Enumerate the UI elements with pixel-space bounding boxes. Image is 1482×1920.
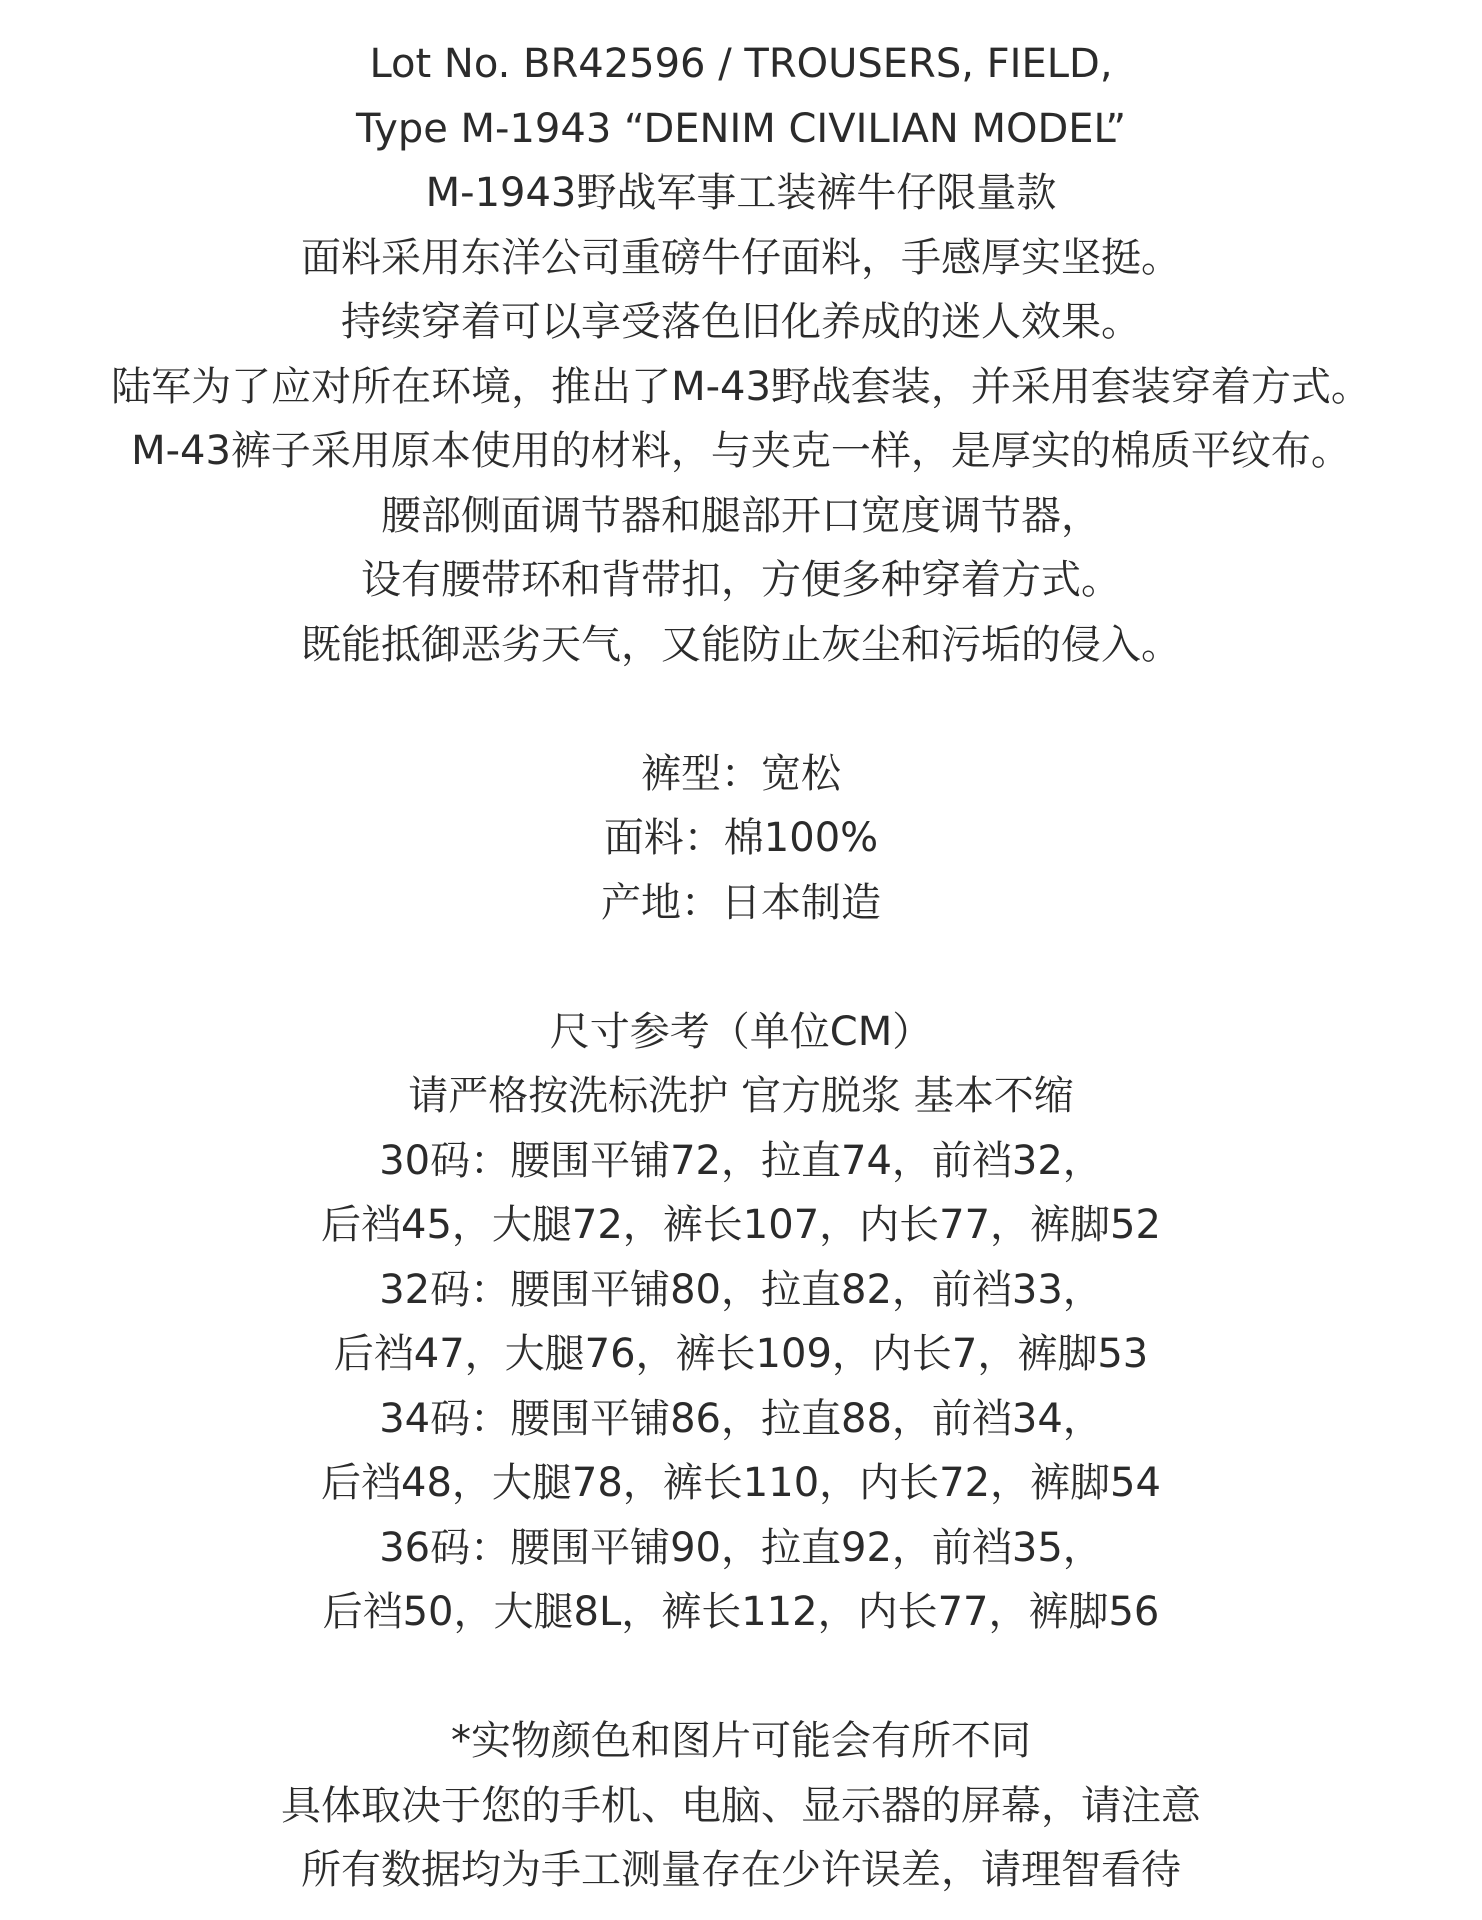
section-spacer: [0, 935, 1482, 1000]
product-title-line: M-1943野战军事工装裤牛仔限量款: [425, 170, 1057, 216]
care-instruction-line: 请严格按洗标洗护 官方脱浆 基本不缩: [408, 1073, 1074, 1119]
intro-text-line: 既能抵御恶劣天气，又能防止灰尘和污垢的侵入。: [301, 621, 1181, 668]
intro-text-line: 腰部侧面调节器和腿部开口宽度调节器，: [381, 492, 1101, 539]
size-chart-heading: 尺寸参考（单位CM）: [549, 1008, 933, 1055]
intro-text-line: 陆军为了应对所在环境，推出了M-43野战套装，并采用套装穿着方式。: [111, 363, 1371, 410]
size-chart-section: [0, 1000, 1482, 1645]
fit-spec-line: 裤型：宽松: [641, 750, 841, 797]
model-type-line: Type M-1943 “DENIM CIVILIAN MODEL”: [355, 105, 1127, 152]
section-spacer: [0, 1645, 1482, 1710]
lot-number-line: Lot No. BR42596 / TROUSERS, FIELD,: [369, 41, 1113, 87]
size-36-line: 36码：腰围平铺90，拉直92，前裆35，: [379, 1524, 1103, 1571]
intro-text-line: 设有腰带环和背带扣，方便多种穿着方式。: [361, 557, 1121, 603]
size-34-line: 34码：腰围平铺86，拉直88，前裆34，: [379, 1395, 1103, 1442]
intro-section: [0, 32, 1482, 677]
size-34-line: 后裆48，大腿78，裤长110，内长72，裤脚54: [321, 1460, 1161, 1506]
intro-text-line: 面料采用东洋公司重磅牛仔面料，手感厚实坚挺。: [301, 234, 1181, 281]
measurement-disclaimer-line: 所有数据均为手工测量存在少许误差，请理智看待: [301, 1847, 1181, 1893]
intro-text-line: M-43裤子采用原本使用的材料，与夹克一样，是厚实的棉质平纹布。: [131, 428, 1351, 474]
notes-section: [0, 1709, 1482, 1903]
size-32-line: 后裆47，大腿76，裤长109，内长7，裤脚53: [333, 1331, 1149, 1377]
section-spacer: [0, 677, 1482, 742]
size-32-line: 32码：腰围平铺80，拉直82，前裆33，: [379, 1266, 1103, 1313]
origin-spec-line: 产地：日本制造: [601, 879, 881, 926]
size-30-line: 后裆45，大腿72，裤长107，内长77，裤脚52: [321, 1202, 1161, 1248]
fabric-spec-line: 面料：棉100%: [603, 815, 879, 861]
color-disclaimer-line: *实物颜色和图片可能会有所不同: [451, 1718, 1031, 1764]
intro-text-line: 持续穿着可以享受落色旧化养成的迷人效果。: [341, 299, 1141, 345]
size-36-line: 后裆50，大腿8L，裤长112，内长77，裤脚56: [322, 1589, 1160, 1635]
specs-section: [0, 742, 1482, 936]
screen-disclaimer-line: 具体取决于您的手机、电脑、显示器的屏幕，请注意: [281, 1782, 1201, 1829]
size-30-line: 30码：腰围平铺72，拉直74，前裆32，: [379, 1137, 1103, 1184]
